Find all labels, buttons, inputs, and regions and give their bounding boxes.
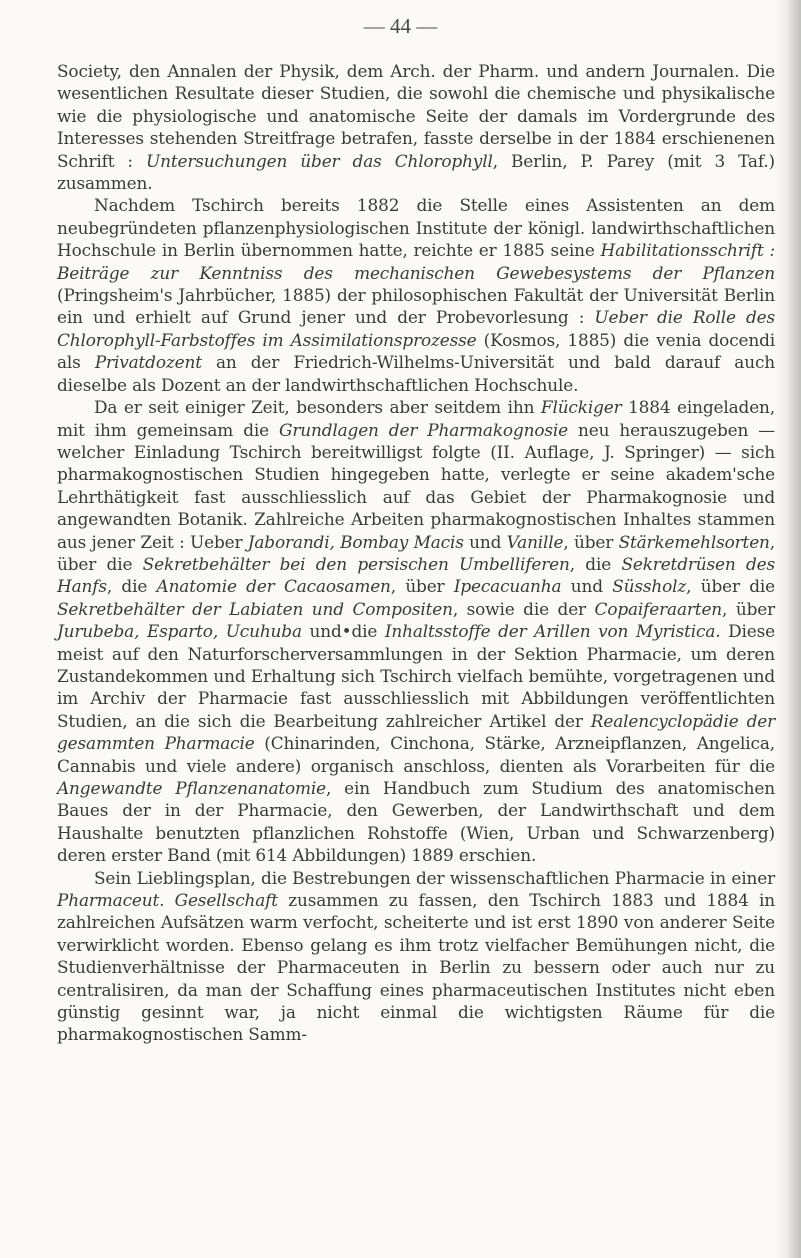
text-run: , über die xyxy=(686,576,775,597)
text-run: , sowie die der xyxy=(452,598,595,619)
italic-title-text: Sekretbehälter der Labiaten und Compositen xyxy=(57,598,453,619)
paragraph xyxy=(57,396,775,867)
italic-title-text: Inhaltsstoffe der Arillen von Myristica xyxy=(384,621,716,642)
body-text xyxy=(57,60,775,1046)
text-run: Society, den Annalen der Physik, dem Arch. der Pharm. und andern Journalen. Die wesentlichen Resultate dieser Studien, die sowohl die chemische und physikalische wie die physiologische und anatomische Seite der damals im Vordergrunde des Interesses stehenden Streitfrage betrafen, fasste derselbe in der 1884 erschienenen Schrift : xyxy=(57,61,775,171)
italic-title-text: Jurubeba, Esparto, Ucuhuba xyxy=(57,621,302,642)
italic-title-text: Stärkemehlsorten xyxy=(618,531,770,552)
italic-title-text: Habilitationsschrift : Beiträge zur Kenntniss des mechanischen Gewebesystems der Pflanzen xyxy=(57,240,775,283)
text-run: , die xyxy=(569,553,622,574)
italic-title-text: Grundlagen der Pharmakognosie xyxy=(278,419,568,440)
text-run: , die xyxy=(106,576,157,597)
text-run: , über xyxy=(722,598,775,619)
text-run: und xyxy=(463,531,507,552)
text-run: (Kosmos, 1885) die venia docendi als xyxy=(57,329,775,373)
italic-title-text: Sekretbehälter bei den persischen Umbelliferen xyxy=(142,553,570,574)
page-edge-shadow xyxy=(775,0,801,1258)
italic-title-text: Pharmaceut. Gesellschaft xyxy=(57,890,278,911)
paragraph xyxy=(57,194,775,396)
italic-title-text: Privatdozent xyxy=(94,352,202,373)
italic-title-text: Realencyclopädie der gesammten Pharmacie xyxy=(57,710,776,754)
text-run: und xyxy=(561,576,613,597)
paragraph xyxy=(57,867,775,1046)
text-run: , über xyxy=(563,531,619,552)
text-run: und•die xyxy=(301,621,385,642)
italic-title-text: Untersuchungen über das Chlorophyll xyxy=(146,150,493,171)
italic-title-text: Jaborandi, Bombay Macis xyxy=(247,531,464,552)
text-run: zusammen zu fassen, den Tschirch 1883 und 1884 in zahlreichen Aufsätzen warm verfocht, scheiterte und ist erst 1890 von anderer Seite verwirklicht worden. Ebenso gelang es ihm trotz vielfacher Bemühungen nicht, die Studienverhältnisse der Pharmaceuten in Berlin zu bessern oder auch nur zu centralisiren, da man der Schaffung eines pharmaceutischen Institutes nicht eben günstig gesinnt war, ja nicht einmal die wichtigsten Räume für die pharmakognostischen Samm- xyxy=(57,890,775,1045)
italic-title-text: Sekretdrüsen des Hanfs xyxy=(57,553,775,597)
italic-title-text: Angewandte Pflanzenanatomie xyxy=(57,778,327,798)
italic-title-text: Copaiferaarten xyxy=(594,598,723,619)
paragraph xyxy=(57,60,775,194)
text-run: , über xyxy=(390,576,454,597)
italic-title-text: Ipecacuanha xyxy=(453,576,562,597)
text-run: (Chinarinden, Cinchona, Stärke, Arzneipflanzen, Angelica, Cannabis und viele andere) organisch anschloss, dienten als Vorarbeiten für die xyxy=(57,733,775,776)
italic-title-text: Süssholz xyxy=(612,576,687,597)
text-run: (Pringsheim's Jahrbücher, 1885) der philosophischen Fakultät der Universität Berlin ein und erhielt auf Grund jener und der Probevorlesung : xyxy=(57,285,775,328)
text-run: 1884 eingeladen, mit ihm gemeinsam die xyxy=(57,397,775,440)
text-run: , ein Handbuch zum Studium des anatomischen Baues der in der Pharmacie, den Gewerben, der Landwirthschaft und dem Haushalte benutzten pflanzlichen Rohstoffe (Wien, Urban und Schwarzenberg) deren erster Band (mit 614 Abbildungen) 1889 erschien. xyxy=(57,778,775,866)
text-run: , Berlin, P. Parey (mit 3 Taf.) zusammen. xyxy=(57,150,775,194)
text-run: Nachdem Tschirch bereits 1882 die Stelle eines Assistenten an dem neubegründeten pflanzenphysiologischen Institute der königl. landwirthschaftlichen Hochschule in Berlin übernommen hatte, reichte er 1885 seine xyxy=(57,195,775,261)
text-run: an der Friedrich-Wilhelms-Universität und bald darauf auch dieselbe als Dozent an der landwirthschaftlichen Hochschule. xyxy=(57,352,775,395)
italic-title-text: Vanille xyxy=(506,531,564,552)
text-run: neu herauszugeben — welcher Einladung Tschirch bereitwilligst folgte (II. Auflage, J. Springer) — sich pharmakognostischen Studien hingegeben hatte, verlegte er seine akadem'sche Lehrthätigkeit fast ausschliesslich auf das Gebiet der Pharmakognosie und angewandten Botanik. Zahlreiche Arbeiten pharmakognostischen Inhaltes stammen aus jener Zeit : Ueber xyxy=(57,419,775,552)
text-run: . Diese meist auf den Naturforscherversammlungen in der Sektion Pharmacie, um deren Zustandekommen und Erhaltung sich Tschirch vielfach bemühte, vorgetragenen und im Archiv der Pharmacie fast ausschliesslich mit Abbildungen veröffentlichten Studien, an die sich die Bearbeitung zahlreicher Artikel der xyxy=(57,621,775,731)
page-number: — 44 — xyxy=(363,14,438,38)
italic-title-text: Ueber die Rolle des Chlorophyll-Farbstoffes im Assimilationsprozesse xyxy=(57,307,775,350)
text-run: Sein Lieblingsplan, die Bestrebungen der wissenschaftlichen Pharmacie in einer xyxy=(94,867,775,888)
italic-title-text: Anatomie der Cacaosamen xyxy=(156,576,391,597)
italic-title-text: Flückiger xyxy=(540,397,622,418)
text-run: , über die xyxy=(57,531,775,574)
text-run: Da er seit einiger Zeit, besonders aber seitdem ihn xyxy=(94,397,541,418)
